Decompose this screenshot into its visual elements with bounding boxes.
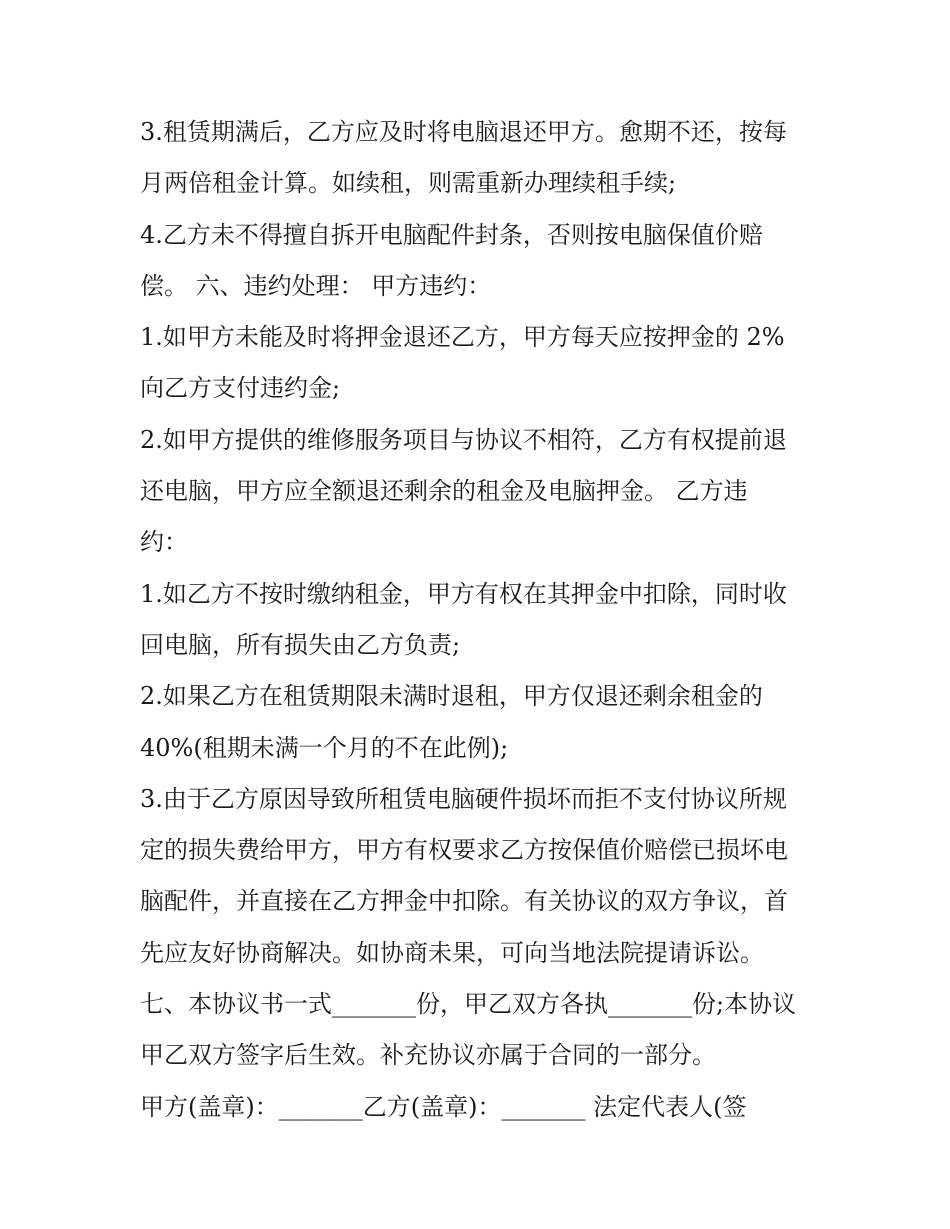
text-line: 定的损失费给甲方，甲方有权要求乙方按保值价赔偿已损坏电 xyxy=(140,836,788,865)
text-line: 七、本协议书一式_______份，甲乙双方各执_______份;本协议 xyxy=(140,990,797,1019)
text-line: 回电脑，所有损失由乙方负责; xyxy=(140,630,461,659)
text-line: 甲乙双方签字后生效。补充协议亦属于合同的一部分。 xyxy=(140,1041,716,1070)
text-line: 先应友好协商解决。如协商未果，可向当地法院提请诉讼。 xyxy=(140,938,764,967)
text-line: 约： xyxy=(140,528,188,557)
text-line: 脑配件，并直接在乙方押金中扣除。有关协议的双方争议，首 xyxy=(140,887,788,916)
text-line: 甲方(盖章)：_______乙方(盖章)：_______ 法定代表人(签 xyxy=(140,1092,747,1121)
text-line: 1.如乙方不按时缴纳租金，甲方有权在其押金中扣除，同时收 xyxy=(140,579,787,608)
text-line: 向乙方支付违约金; xyxy=(140,374,341,403)
text-line: 月两倍租金计算。如续租，则需重新办理续租手续; xyxy=(140,169,677,198)
text-line: 3.租赁期满后，乙方应及时将电脑退还甲方。愈期不还，按每 xyxy=(140,118,787,146)
text-line: 还电脑，甲方应全额退还剩余的租金及电脑押金。 乙方违 xyxy=(140,477,748,506)
text-line: 4.乙方未不得擅自拆开电脑配件封条，否则按电脑保值价赔 xyxy=(140,220,763,249)
document-body xyxy=(140,107,820,1133)
text-line: 2.如甲方提供的维修服务项目与协议不相符，乙方有权提前退 xyxy=(140,425,787,454)
text-line: 1.如甲方未能及时将押金退还乙方，甲方每天应按押金的 2% xyxy=(140,323,785,352)
text-line: 3.由于乙方原因导致所租赁电脑硬件损坏而拒不支付协议所规 xyxy=(140,784,787,813)
text-line: 偿。 六、违约处理： 甲方违约： xyxy=(140,271,492,300)
text-line: 40%(租期未满一个月的不在此例); xyxy=(140,733,509,762)
text-line: 2.如果乙方在租赁期限未满时退租，甲方仅退还剩余租金的 xyxy=(140,682,763,711)
